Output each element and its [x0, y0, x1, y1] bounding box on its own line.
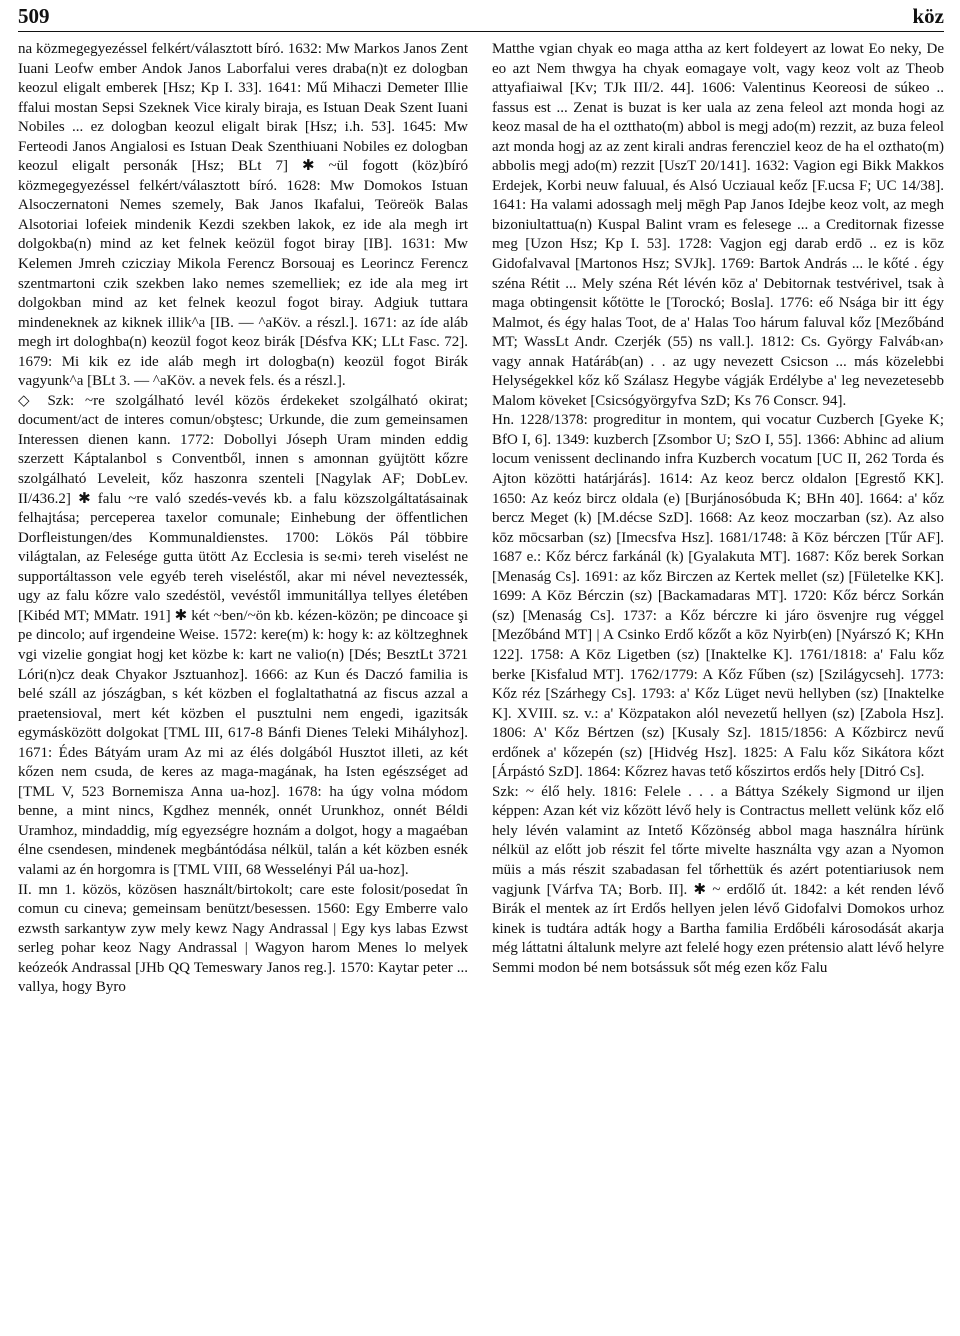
left-column	[18, 40, 468, 998]
left-paragraph-2: ◇ Szk: ~re szolgálható levél közös érdekeket szolgálható okirat; document/act de interes comun/obştesc; Urkunde, die zum gemeinsamen Interessen dienen kann. 1772: Dobollyi Jóseph Uram minden eddig szerzett Káptalanbol s Conventből, innen s amonnan gyüjtött kőzre szolgálható Leveleit, kőz haszonra szenteli [Nagylak AF; DobLev. II/436.2] ✱ falu ~re való szedés-vevés kb. a falu közszolgáltatásainak felhajtása; perceperea taxelor comunale; Einhebung der öffentlichen Dorfleistungen/des Kommunaldienstes. 1700: Lökös Pál többire világtalan, az Felesége gutta ütött Az Ecclesia is se‹mi› tereh viselést ne supportáltasson vele egyéb tereh viseléstől, akar mi nével neveztessék, ugy az falu kőzre valo szedéstöl, vevéstől immunitállya tellyes életében [Kibéd MT; MMatr. 191] ✱ két ~ben/~ön kb. kézen-közön; pe dincoace şi pe dincolo; auf irgendeine Weise. 1572: kere(m) k: hogy k: az költzeghnek vgi vizelie gongiat hogj ket közbe k: kart ne valio(n) [Dés; BesztLt 3721 Lóri(n)cz deak Chyakor Jsztuanhoz]. 1666: az Kun és Daczó familia is belé száll az jószágban, s két közben el foglaltathatná az fiscus azzal a praetensioval, mert két közben el pusztulni nem engedi, igazitsák egymásközött dolgokat [TML III, 617-8 Bánfi Dienes Teleki Mihályhoz]. 1671: Édes Bátyám uram Az mi az élés dolgából Husztot illeti, az két kőzen nem csuda, de keres az maga-magának, ha Isten egészséget ad [TML V, 523 Bornemisza Anna ua-hoz]. 1678: ha úgy volna módom benne, a mint nincs, Kgdhez mennék, onnét Urunkhoz, onnét Béldi Uramhoz, mindaddig, míg egyezségre hoznám a dolgot, hogy a magaéban élne csendesen, mindenek megbántódása nélkül, talán a két közben esnék valami az én horgomra is [TML VIII, 68 Wesselényi Pál ua-hoz].	[18, 392, 468, 878]
page-number: 509	[18, 4, 50, 28]
right-paragraph-1: Matthe vgian chyak eo maga attha az kert foldeyert az lowat Eo neky, De eo azt Nem thwgya ha chyak eomagaye volt, vagy keoz volt az Theob attyafiaiwal [Kv; TJk III/2. 44]. 1606: Valentinus Keoreosi de súkeo .. fassus est ... Zenat is buzat is ker uala az zena feleol azt monda hogi az keoz masal de ha el oztthato(m) abbol is megj ado(m) rezzit, az buza feleol azt monda hogj az az zent kirali andras ferencziel keoz de ha el ozthato(m) abbolis megj ado(m) rezzit [UszT 20/141]. 1632: Vagion egi Bikk Makkos Erdejek, Korbi neuw faluual, és Alsó Ucziaual keőz [F.ucsa F; UC 14/38]. 1641: Ha valami adossagh melj mēgh Pap Janos Idejbe keoz volt, az megh bizoniultattua(n) Kuspal Balint vram es felesege ... a Creditornak fizesse meg [Uzon Hsz; Kp I. 53]. 1728: Vagjon egj darab erdō .. ez is kōz Gidofalvaval [Martonos Hsz; SVJk]. 1769: Bartok András ... le kőté . égy széna Rétit ... Mely széna Rét lévén kōz a' Debitornak testvérivel, tsak à maga obtingensit kőtötte le [Torockó; Bosla]. 1776: eő Nsága bir itt égy Malmot, és égy halas Toot, de a' Halas Too hárum faluval kőz [Mezőbánd MT; WassLt Andr. Czerjék (55) ns vall.]. 1812: Cs. György Falváb‹an› vagy annak Határáb(an) . . az ugy nevezett Csicson ... más közelebbi Helységekkel kőz kő Szálasz Hegybe vágják Erdélybe a' leg nevezetesebb Malom köveket [Csicsógyörgyfva SzD; Ks 76 Conscr. 94].	[492, 41, 944, 409]
right-paragraph-3: Szk: ~ élő hely. 1816: Felele . . . a Báttya Székely Sigmond ur iljen képpen: Azan két viz kőzött lévő hely is Contractus mellett velünk kőz elő hely lévén valamint az Intető Kőzönség abbol maga használra hírünk nélkül az előtt job részit fel tőrte mivelte használta vgy azan a Nyomon müis a más részit szabadasan fel tőrhettük és azért potentiariusok nem vagjunk [Várfva TA; Borb. II]. ✱ ~ erdőlő út. 1842: a két renden lévő Birák el mentek az írt Erdős hellyen jelen lévő Gidofalvi Domokos urhoz kinek is tudtára adták hogy a Bartha familia Erdőbéli károsodását akarja még láttatni általunk melyre azt felelé hogy ezen prétensio alatt lévő helyre Semmi modon bé nem botsássuk sőt még ezen kőz Falu	[492, 783, 944, 976]
right-paragraph-2: Hn. 1228/1378: progreditur in montem, qui vocatur Cuzberch [Gyeke K; BfO I, 6]. 1349: kuzberch [Zsombor U; SzO I, 55]. 1366: Abhinc ad alium locum venissent declinando infra Kuzberch vocatum [UC II, 262 Torda és Ajton közötti határjárás]. 1614: Az keoz bercz oldalon [Egrestő KK]. 1650: Az keóz bircz oldala (e) [Burjánosóbuda K; BHn 40]. 1664: a' kőz bercz Meget (k) [M.décse SzD]. 1668: Az keoz moczarban (sz). Az also kōz mōcsarban (sz) [Imecsfva Hsz]. 1681/1748: ã Kōz bérczen [Tűr AF]. 1687 e.: Kőz bércz farkánál (k) [Gyalakuta MT]. 1687: Kőz berek Sorkan [Menaság Cs]. 1691: az kőz Birczen az Kertek mellet (sz) [Fületelke KK]. 1699: A Kōz Bérczin (sz) [Backamadaras MT]. 1720: Kőz bércz Sorkán (sz) [Menaság Cs]. 1737: a Kőz bérczre ki járo ösvenjre rug véggel [Mezőbánd MT] | A Csinko Erdő kőzőt a kōz Nyirb(en) [Nyárszó K; KHn 122]. 1758: A Kōz Ligetben (sz) [Inaktelke K]. 1761/1818: a' Falu kőz berke [Kisfalud MT]. 1762/1779: A Kőz Fűben (sz) [Szilágycseh]. 1773: Kőz réz [Szárhegy Cs]. 1793: a' Kőz Lüget nevü hellyben (sz) [Inaktelke K]. XVIII. sz. v.: a' Közpatakon alól nevezetű hellyen (sz) [Zabola Hsz]. 1806: A' Kőz Bértzen (sz) [Kusaly Sz]. 1815/1856: A Kőzbircz nevű erdőnek a' kőzepén (sz) [Hidvég Hsz]. 1825: A Falu kőz Sikátora kőzt [Árpástó SzD]. 1864: Kőzrez havas tető kőszirtos erdős hely [Ditró Cs].	[492, 412, 944, 781]
header-rule	[18, 31, 944, 32]
left-paragraph-3: II. mn 1. közös, közösen használt/birtokolt; care este folosit/posedat în comun cu cineva; gemeinsam benützt/besessen. 1560: Egy Emberre valo ezwsth sarkantyw zyw mely kewz Nagy Andrassal | Egy kys labas Ezwst serleg pohar keoz Nagy Andrassal | Wagyon harom Menes lo melyek keózeók Andrassal [JHb QQ Temeswary Janos reg.]. 1570: Kaytar peter ... vallya, hogy Byro	[18, 881, 468, 996]
page-header	[18, 4, 944, 30]
right-column	[492, 40, 944, 978]
left-paragraph-1: na közmegegyezéssel felkért/választott bíró. 1632: Mw Markos Janos Zent Iuani Leofw ember Andok Janos Laborfalui veres draba(n)t ez dologban keozul eligalt emberek [Hsz; Kp I. 33]. 1641: Mű Mihaczi Demeter Illie ffalui mostan Sepsi Szeknek Vice kiraly biraja, es Istuan Deak Szent Iuani Nobiles ... ez dologban keozul eligalt birak [Hsz; i.h. 53]. 1645: Mw Ferteodi Janos Angialosi es Istuan Deak Szenthiuani Nobiles ez dologban keozul eligalt personák [Hsz; BLt 7] ✱ ~ül fogott (köz)bíró közmegegyezéssel felkért/választott bíró. 1628: Mw Domokos Istuan Alsoczernatoni Nemes szemely, Bak Janos Ikafalui, Teöreök Balas Alsotoriai lofeiek mindenik Kezdi szekben lakok, ez ide ala megh irt dolgokba(n) mind az ket felnek keözül fogot biray [IB]. 1631: Mw Kelemen Jmreh czicziay Mikola Ferencz Borsouaj es Leorincz Ferencz szentmartoni czik szekben lako nemes szemelliek; ez ide ala meg irt dolgokban mind az ket felnek keozul fogot biray. Adgiuk tuttara mindeneknek az kiknek illik^a [IB. — ^aKöv. a részl.]. 1671: az íde aláb megh irt dologhba(n) keozül fogot keoz birák [Désfva KK; LLt Fasc. 72]. 1679: Mi kik ez ide aláb megh irt dologba(n) keozül fogot Birák vagyunk^a [BLt 3. — ^aKöv. a nevek fels. és a részl.].	[18, 41, 468, 390]
running-headword: köz	[912, 4, 944, 28]
